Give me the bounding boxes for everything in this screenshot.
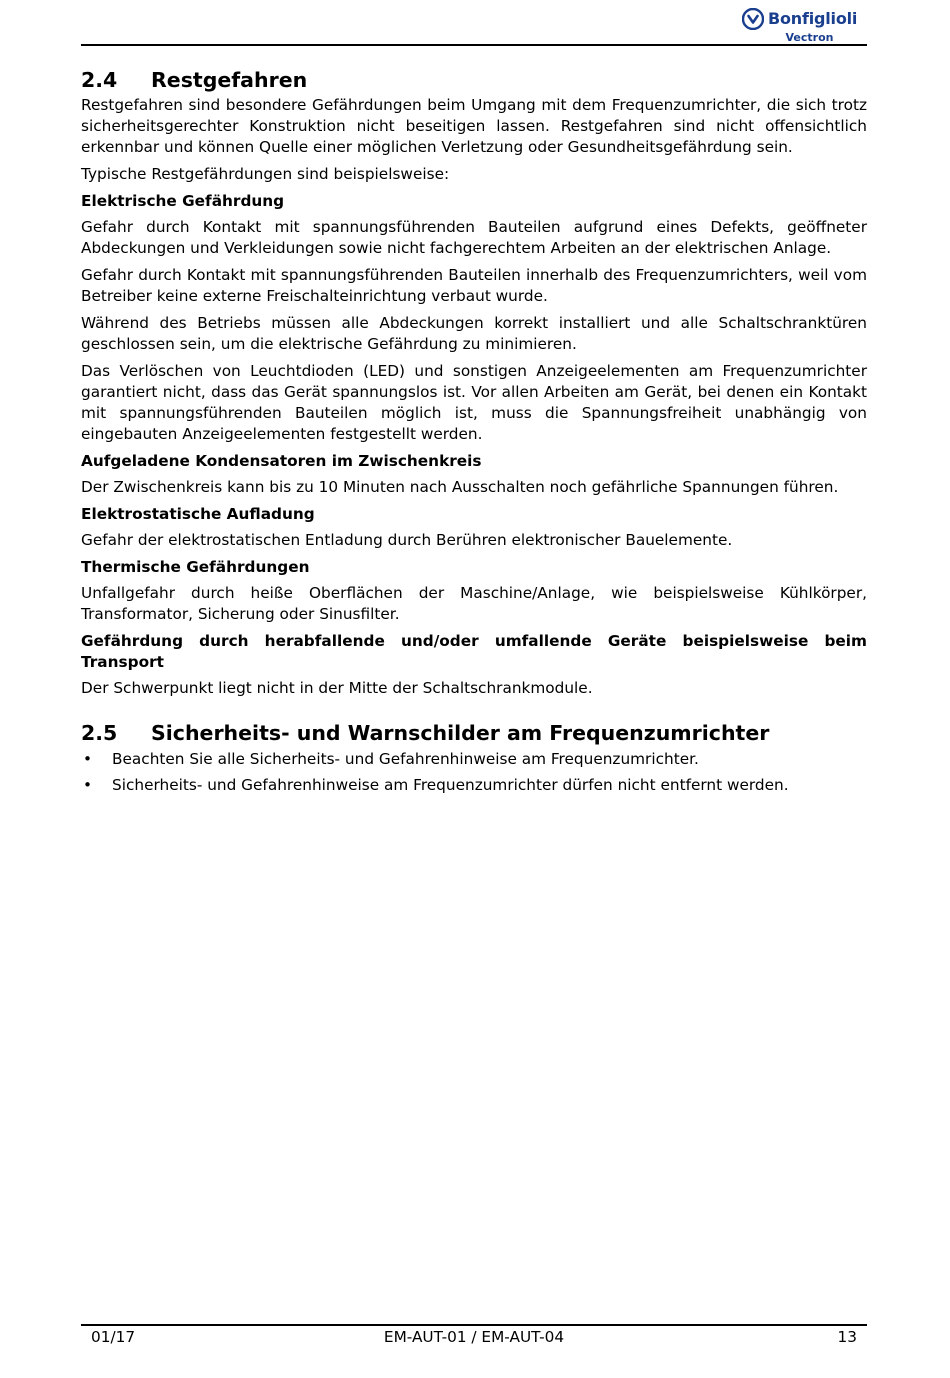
brand-subtitle: Vectron <box>785 31 834 44</box>
list-item-text: Beachten Sie alle Sicherheits- und Gefahrenhinweise am Frequenzumrichter. <box>112 750 699 768</box>
footer-page-number: 13 <box>837 1328 857 1346</box>
electrostatic-heading: Elektrostatische Aufladung <box>81 505 315 523</box>
list-item-text: Sicherheits- und Gefahrenhinweise am Frequenzumrichter dürfen nicht entfernt werden. <box>112 776 789 794</box>
electric-hazard-paragraph-3: Während des Betriebs müssen alle Abdeckungen korrekt installiert und alle Schaltschranktüren geschlossen sein, um die elektrische Gefährdung zu minimieren. <box>81 314 867 353</box>
falling-hazard-heading: Gefährdung durch herabfallende und/oder umfallende Geräte beispielsweise beim Transport <box>81 632 867 671</box>
bonfiglioli-logo-icon <box>742 8 764 30</box>
section-title: Sicherheits- und Warnschilder am Frequenzumrichter <box>151 721 770 745</box>
footer-document-id: EM-AUT-01 / EM-AUT-04 <box>383 1328 565 1346</box>
section-heading-restgefahren <box>81 66 867 94</box>
thermal-paragraph: Unfallgefahr durch heiße Oberflächen der Maschine/Anlage, wie beispielsweise Kühlkörper, Transformator, Sicherung oder Sinusfilter. <box>81 584 867 623</box>
capacitor-paragraph: Der Zwischenkreis kann bis zu 10 Minuten nach Ausschalten noch gefährliche Spannungen führen. <box>81 478 839 496</box>
thermal-heading: Thermische Gefährdungen <box>81 558 310 576</box>
capacitor-heading: Aufgeladene Kondensatoren im Zwischenkreis <box>81 452 482 470</box>
electric-hazard-paragraph-1: Gefahr durch Kontakt mit spannungsführenden Bauteilen aufgrund eines Defekts, geöffneter Abdeckungen und Verkleidungen sowie nicht fachgerechtem Arbeiten an der elektrischen Anlage. <box>81 218 867 257</box>
electric-hazard-heading: Elektrische Gefährdung <box>81 192 285 210</box>
brand-logo <box>742 8 867 44</box>
section-number: 2.5 <box>81 721 118 745</box>
header-divider <box>81 44 867 46</box>
list-item <box>81 749 867 770</box>
section-heading-warnschilder <box>81 719 867 747</box>
electric-hazard-paragraph-4: Das Verlöschen von Leuchtdioden (LED) und sonstigen Anzeigeelementen am Frequenzumrichter garantiert nicht, dass das Gerät spannungslos ist. Vor allen Arbeiten am Gerät, bei denen ein Kontakt mit spannungsführenden Bauteilen möglich ist, muss die Spannungsfreiheit unabhängig von eingebauten Anzeigeelementen festgestellt werden. <box>81 362 867 443</box>
list-item <box>81 775 867 796</box>
typical-hazards-paragraph: Typische Restgefährdungen sind beispielsweise: <box>81 165 450 183</box>
section-number: 2.4 <box>81 68 118 92</box>
bullet-icon: • <box>83 776 93 794</box>
section-title: Restgefahren <box>151 68 308 92</box>
falling-hazard-paragraph: Der Schwerpunkt liegt nicht in der Mitte der Schaltschrankmodule. <box>81 679 593 697</box>
page-footer <box>81 1326 867 1348</box>
page-content <box>81 66 867 801</box>
footer-date: 01/17 <box>91 1328 136 1346</box>
intro-paragraph: Restgefahren sind besondere Gefährdungen beim Umgang mit dem Frequenzumrichter, die sich trotz sicherheitsgerechter Konstruktion nicht beseitigen lassen. Restgefahren sind nicht offensichtlich erkennbar und können Quelle einer möglichen Verletzung oder Gesundheitsgefährdung sein. <box>81 96 867 156</box>
bullet-list <box>81 749 867 796</box>
brand-name: Bonfiglioli <box>768 9 858 28</box>
electrostatic-paragraph: Gefahr der elektrostatischen Entladung durch Berühren elektronischer Bauelemente. <box>81 531 733 549</box>
electric-hazard-paragraph-2: Gefahr durch Kontakt mit spannungsführenden Bauteilen innerhalb des Frequenzumrichters, weil vom Betreiber keine externe Freischalteinrichtung verbaut wurde. <box>81 266 867 305</box>
bullet-icon: • <box>83 750 93 768</box>
